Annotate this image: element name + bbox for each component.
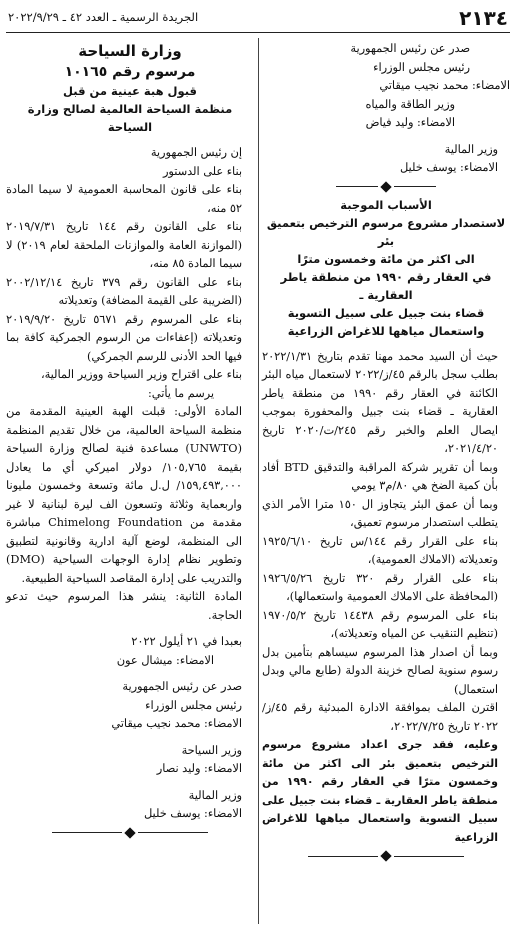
- reasons-heading-4: قضاء بنت جبيل على سبيل التسوية: [287, 305, 485, 320]
- preamble-line: بناء على المرسوم رقم ٥٦٧١ تاريخ ٢٠١٩/٩/٢٠ وتعديلاته (إعفاءات من الرسوم الجمركية كافة بما فيها الحد الأدنى للرسم الجمركي): [6, 312, 242, 363]
- decree-formula: يرسم ما يأتي:: [148, 386, 214, 400]
- reason-paragraph: وبما أن اصدار هذا المرسوم سيساهم بتأمين بدل رسوم سنوية لصالح خزينة الدولة (طابع مالي وبدل استعمال): [262, 645, 498, 696]
- finance-minister-title: وزير المالية: [188, 788, 242, 802]
- preamble-line: بناء على القانون رقم ١٤٤ تاريخ ٢٠١٩/٧/٣١ (الموازنة العامة والموازنات الملحقة لعام ٢٠١٩) لا سيما المادة ٨٥ منه،: [6, 220, 242, 270]
- page-number: ٢١٣٤: [459, 6, 508, 30]
- reason-paragraph: بناء على القرار رقم ١٤٤/س تاريخ ١٩٢٥/٦/١٠ وتعديلاته (الاملاك العمومية)،: [262, 534, 498, 566]
- finance-minister-title: وزير المالية: [444, 142, 498, 156]
- reason-paragraph: وبما أن عمق البئر يتجاوز ال ١٥٠ مترا الأمر الذي يتطلب استصدار مرسوم تعميق،: [262, 497, 498, 529]
- pm-signature: الامضاء: محمد نجيب ميقاتي: [111, 717, 242, 730]
- reason-paragraph: بناء على القرار رقم ٣٢٠ تاريخ ١٩٢٦/٥/٢٦ (المحافظة على الاملاك العمومية واستعمالها)،: [262, 571, 498, 603]
- issued-line: صدر عن رئيس الجمهورية: [122, 680, 242, 693]
- pm-title: رئيس مجلس الوزراء: [373, 60, 470, 74]
- reason-paragraph: اقترن الملف بموافقة الادارة المبدئية رقم ٤٥/ز/٢٠٢٢ تاريخ ٢٠٢٢/٧/٢٥،: [262, 701, 498, 733]
- reasons-title: الأسباب الموجبة: [340, 197, 432, 212]
- tourism-minister-title: وزير السياحة: [181, 743, 242, 757]
- president-signature: الامضاء: ميشال عون: [116, 653, 214, 667]
- preamble-line: بناء على القانون رقم ٣٧٩ تاريخ ٢٠٠٢/١٢/١٤ (الضريبة على القيمة المضافة) وتعديلاته: [6, 275, 242, 307]
- separator-ornament: [262, 851, 510, 861]
- reasons-heading-1: لاستصدار مشروع مرسوم الترخيص بتعميق بئر: [266, 215, 506, 248]
- reason-paragraph: وبما أن تقرير شركة المراقبة والتدقيق BTD أفاد بأن كمية الضخ هي ٨٠/م٣ يومي: [262, 460, 498, 492]
- reason-paragraph: بناء على المرسوم رقم ١٤٤٣٨ تاريخ ١٩٧٠/٥/٢ (تنظيم التنقيب عن المياه وتعديلاته)،: [262, 608, 498, 640]
- preamble-line: بناء على اقتراح وزير السياحة ووزير المالية،: [40, 368, 242, 381]
- issued-line: صدر عن رئيس الجمهورية: [350, 42, 470, 55]
- reasons-heading-3: في العقار رقم ١٩٩٠ من منطقة ياطر العقارية ـ: [280, 269, 492, 302]
- reasons-heading-2: الى اكثر من مائة وخمسون مترًا: [297, 251, 475, 266]
- reasons-heading-5: واستعمال مياهها للاغراض الزراعية: [287, 323, 485, 338]
- tourism-minister-signature: الامضاء: وليد نصار: [156, 762, 242, 775]
- pm-title: رئيس مجلس الوزراء: [145, 698, 242, 712]
- decree-subject-2: منظمة السياحة العالمية لصالح وزارة السياحة: [27, 102, 233, 134]
- ministry-title: وزارة السياحة: [78, 42, 182, 60]
- column-divider: [258, 38, 259, 924]
- finance-minister-signature: الامضاء: يوسف خليل: [400, 161, 498, 174]
- separator-ornament: [262, 182, 510, 192]
- running-title: الجريدة الرسمية ـ العدد ٤٢ ـ ٢٠٢٢/٩/٢٩: [8, 10, 199, 24]
- page-header: [6, 6, 510, 33]
- pm-signature: الامضاء: محمد نجيب ميقاتي: [379, 79, 510, 92]
- preamble-line: بناء على قانون المحاسبة العمومية لا سيما المادة ٥٢ منه،: [6, 183, 242, 215]
- energy-minister-title: وزير الطاقة والمياه: [365, 97, 455, 111]
- decree-date: بعبدا في ٢١ أيلول ٢٠٢٢: [131, 635, 242, 648]
- conclusion-paragraph: وعليه، فقد جرى اعداد مشروع مرسوم الترخيص بتعميق بئر الى اكثر من مائة وخمسون مترًا في العقار رقم ١٩٩٠ من منطقة ياطر العقارية ـ قضاء بنت جبيل على سبيل التسوية واستعمال مياهها للاغراض الزراعية: [262, 738, 498, 844]
- reason-paragraph: حيث أن السيد محمد مهنا تقدم بتاريخ ٢٠٢٢/١/٣١ بطلب سجل بالرقم ٤٥/ز/٢٠٢٢ لاستعمال مياه البئر الكائنة في العقار رقم ١٩٩٠ من منطقة ياطر العقارية ـ قضاء بنت جبيل والمحفورة بموجب ايصال العلم والخبر رقم ٢٤٥/ت/٢٠٢٠ تاريخ ٢٠٢١/٤/٢٠،: [262, 349, 498, 455]
- article-one: المادة الأولى: قبلت الهبة العينية المقدمة من منظمة السياحة العالمية، من خلال تقديم المنظمة (UNWTO) مساعدة فنية لصالح وزارة السياحة بقيمة ١٠٥,٧٦٥/ دولار اميركي أي ما يعادل ١٥٩,٤٩٣,٠٠٠/ ل.ل مائة وتسعة وخمسون مليونا واربعماية وثلاثة وتسعون الف ليرة لبنانية لا غير مقدمة من Chimelong Foundation مباشرة الى المنظمة، لوضع آلية ادارية وقانونية لتطبيق وتطوير نظام إدارة الوجهات السياحية (DMO) والتدريب على إدارة المقاصد السياحية الطبيعية.: [6, 405, 242, 585]
- article-two: المادة الثانية: ينشر هذا المرسوم حيث تدعو الحاجة.: [6, 590, 242, 622]
- preamble-line: إن رئيس الجمهورية: [150, 146, 242, 159]
- left-column: [6, 40, 254, 934]
- decree-number: مرسوم رقم ١٠١٦٥: [64, 64, 196, 80]
- finance-minister-signature: الامضاء: يوسف خليل: [144, 807, 242, 820]
- energy-minister-signature: الامضاء: وليد فياض: [365, 116, 455, 129]
- decree-subject-1: قبول هبة عينية من قبل: [63, 84, 197, 98]
- separator-ornament: [6, 828, 254, 838]
- preamble-line: بناء على الدستور: [162, 164, 242, 178]
- right-column: [262, 40, 510, 934]
